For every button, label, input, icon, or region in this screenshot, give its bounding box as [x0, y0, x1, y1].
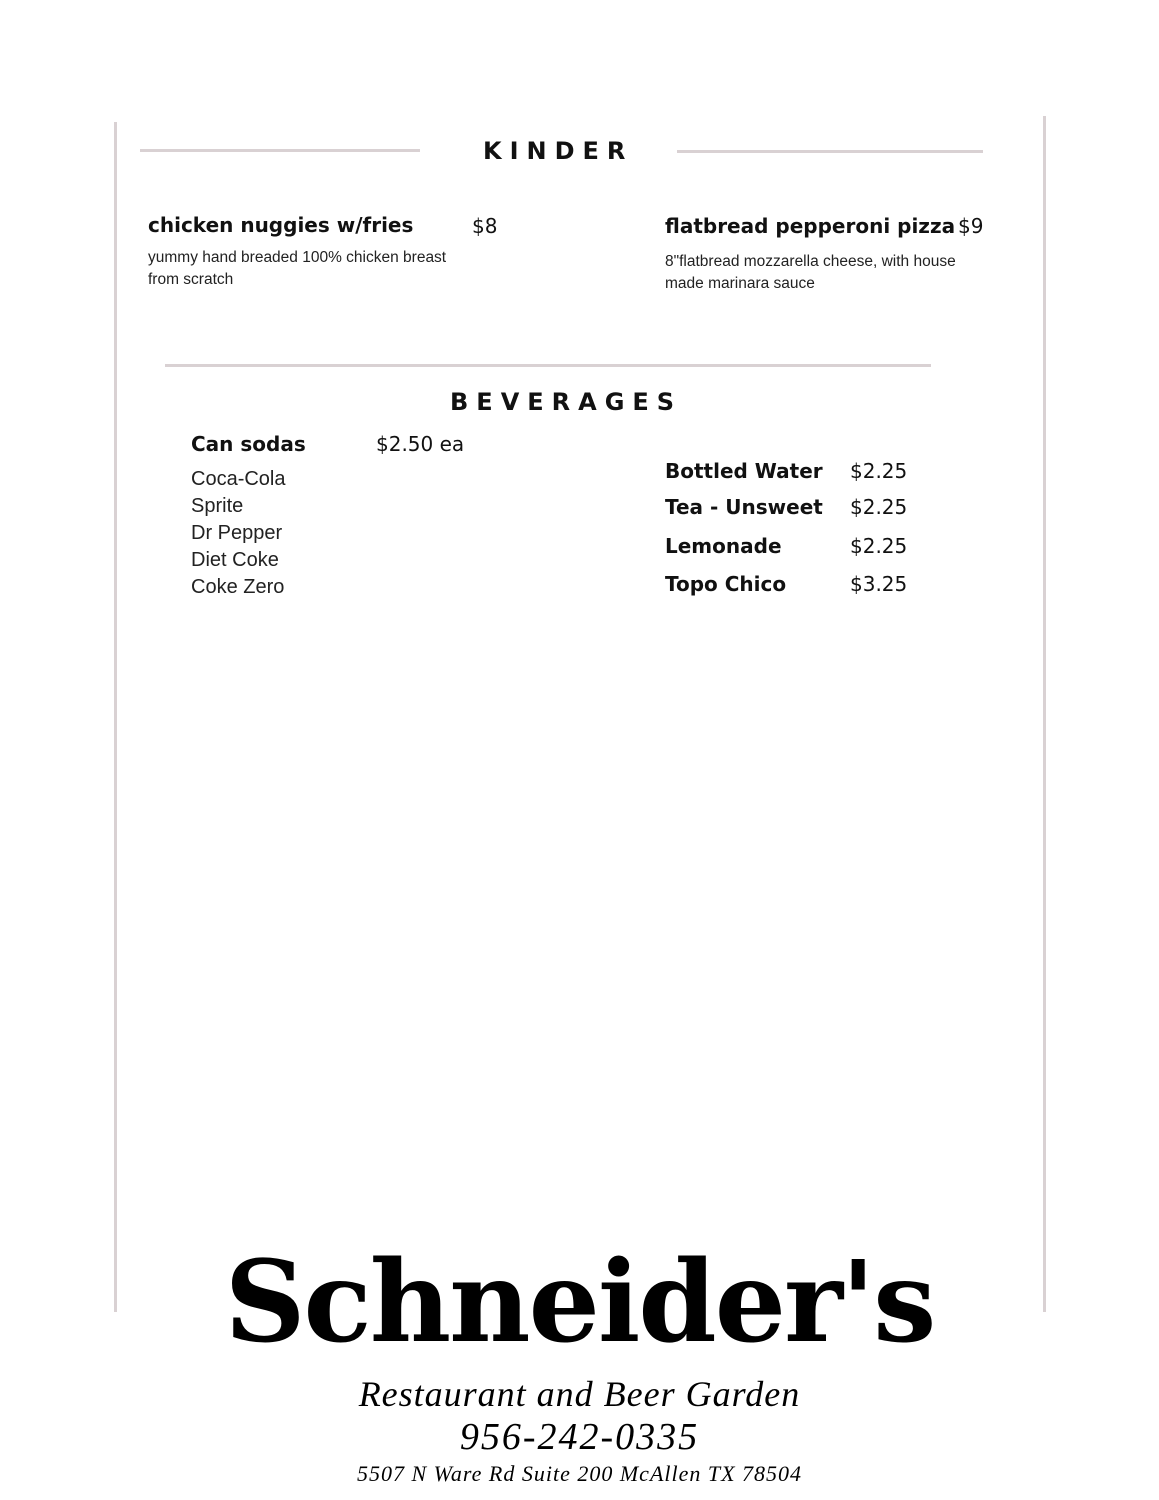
kinder-item-name: flatbread pepperoni pizza: [665, 214, 956, 238]
beverages-rule: [165, 364, 931, 367]
beverage-row: [665, 572, 925, 602]
beverage-name: Topo Chico: [665, 572, 787, 596]
restaurant-address: 5507 N Ware Rd Suite 200 McAllen TX 78504: [356, 1461, 803, 1486]
kinder-item-description: yummy hand breaded 100% chicken breast from scratch: [148, 249, 447, 288]
restaurant-phone: 956-242-0335: [459, 1416, 700, 1458]
beverage-row: [665, 534, 925, 564]
restaurant-tagline: Restaurant and Beer Garden: [358, 1374, 801, 1414]
kinder-rule-right: [677, 150, 983, 153]
soda-flavor: Sprite: [191, 495, 244, 517]
kinder-rule-left: [140, 149, 420, 152]
kinder-item-price: $8: [472, 214, 498, 238]
kinder-item-price: $9: [958, 214, 984, 238]
beverage-price: $2.25: [850, 459, 908, 483]
soda-flavor: Diet Coke: [191, 549, 279, 571]
beverage-row: [665, 495, 925, 525]
kinder-item-description: 8"flatbread mozzarella cheese, with house made marinara sauce: [665, 253, 956, 292]
beverage-row: [665, 459, 925, 489]
soda-flavor-list: [191, 466, 285, 601]
can-sodas-price: $2.50 ea: [376, 432, 465, 456]
soda-flavor: Dr Pepper: [191, 522, 283, 544]
left-border-line: [114, 122, 117, 1312]
beverage-price: $3.25: [850, 572, 908, 596]
beverages-heading: BEVERAGES: [450, 388, 683, 416]
restaurant-logo-text: Schneider's: [224, 1237, 935, 1368]
beverage-price: $2.25: [850, 495, 908, 519]
right-border-line: [1043, 116, 1046, 1312]
kinder-item-name: chicken nuggies w/fries: [148, 213, 414, 237]
beverage-name: Bottled Water: [665, 459, 823, 483]
kinder-heading: KINDER: [483, 137, 634, 165]
soda-flavor: Coca-Cola: [191, 468, 286, 490]
beverage-name: Tea - Unsweet: [665, 495, 823, 519]
beverage-name: Lemonade: [665, 534, 782, 558]
can-sodas-label: Can sodas: [191, 432, 306, 456]
soda-flavor: Coke Zero: [191, 576, 285, 598]
beverage-price: $2.25: [850, 534, 908, 558]
